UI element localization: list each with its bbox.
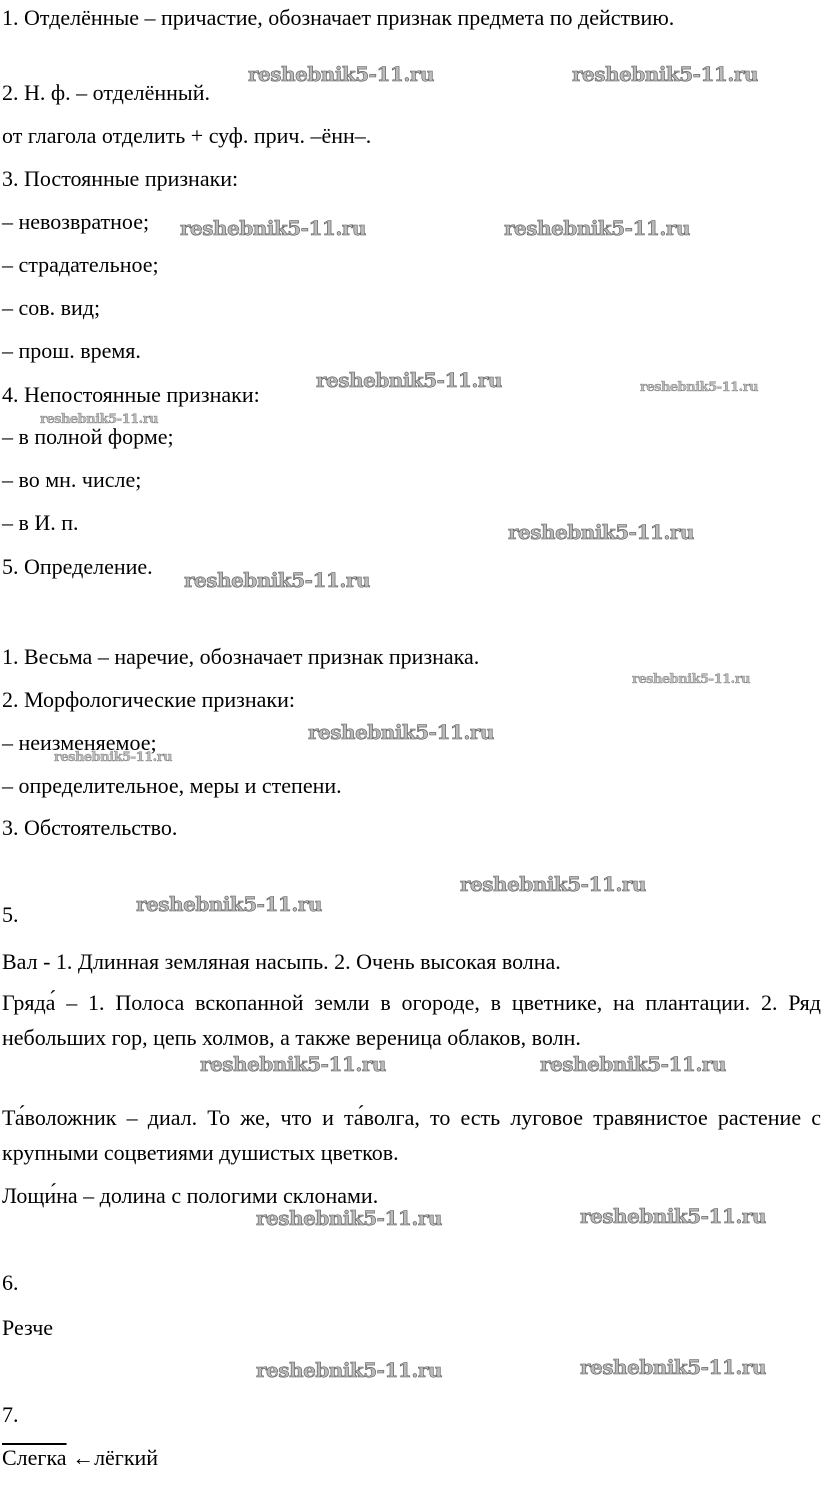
derived-word: Слегка [2, 1445, 67, 1470]
section-number: 6. [2, 1270, 19, 1295]
watermark: reshebnik5-11.ru [316, 368, 502, 392]
watermark: reshebnik5-11.ru [540, 1052, 726, 1076]
line: Вал - 1. Длинная земляная насыпь. 2. Очень высокая волна. [2, 949, 561, 974]
line: – определительное, меры и степени. [2, 773, 342, 798]
watermark: reshebnik5-11.ru [248, 62, 434, 86]
watermark: reshebnik5-11.ru [40, 412, 159, 427]
line: 4. Непостоянные признаки: [2, 382, 260, 407]
line: – сов. вид; [2, 295, 101, 320]
paragraph: 1. Отделённые – причастие, обозначает признак предмета по действию. [2, 5, 675, 30]
line: – прош. время. [2, 338, 141, 363]
line: – в полной форме; [2, 424, 174, 449]
watermark: reshebnik5-11.ru [200, 1052, 386, 1076]
watermark: reshebnik5-11.ru [580, 1355, 766, 1379]
watermark: reshebnik5-11.ru [640, 380, 759, 395]
watermark: reshebnik5-11.ru [580, 1204, 766, 1228]
source-word: лёгкий [94, 1445, 159, 1470]
section-number: 7. [2, 1402, 19, 1427]
line: 1. Весьма – наречие, обозначает признак признака. [2, 644, 480, 669]
watermark: reshebnik5-11.ru [572, 62, 758, 86]
line: – в И. п. [2, 510, 79, 535]
line: от глагола отделить + суф. прич. –ённ–. [2, 123, 372, 148]
paragraph: Гряда́ – 1. Полоса вскопанной земли в огороде, в цветнике, на плантации. 2. Ряд небольших гор, цепь холмов, а также вереница облаков, волн. [2, 990, 821, 1050]
line: 3. Постоянные признаки: [2, 166, 239, 191]
watermark: reshebnik5-11.ru [184, 568, 370, 592]
watermark: reshebnik5-11.ru [256, 1206, 442, 1230]
watermark: reshebnik5-11.ru [508, 520, 694, 544]
watermark: reshebnik5-11.ru [180, 216, 366, 240]
watermark: reshebnik5-11.ru [256, 1358, 442, 1382]
word: Резче [2, 1315, 54, 1340]
section-number: 5. [2, 902, 19, 927]
watermark: reshebnik5-11.ru [632, 672, 751, 687]
line: – невозвратное; [2, 209, 150, 234]
watermark: reshebnik5-11.ru [54, 750, 173, 765]
watermark: reshebnik5-11.ru [308, 720, 494, 744]
line: 5. Определение. [2, 554, 153, 579]
watermark: reshebnik5-11.ru [460, 872, 646, 896]
line: 2. Морфологические признаки: [2, 687, 295, 712]
watermark: reshebnik5-11.ru [504, 216, 690, 240]
line: – неизменяемое; [2, 730, 157, 755]
line: Лощи́на – долина с пологими склонами. [2, 1183, 379, 1208]
line: – страдательное; [2, 252, 159, 277]
watermark: reshebnik5-11.ru [136, 892, 322, 916]
line: 2. Н. ф. – отделённый. [2, 80, 210, 105]
line: 3. Обстоятельство. [2, 815, 178, 840]
line: – во мн. числе; [2, 467, 142, 492]
word-derivation [2, 1445, 158, 1471]
arrow-left-icon: ← [72, 1445, 95, 1470]
paragraph: Та́воложник – диал. То же, что и та́волга, то есть луговое травянистое растение с крупными соцветиями душистых цветков. [2, 1105, 821, 1165]
